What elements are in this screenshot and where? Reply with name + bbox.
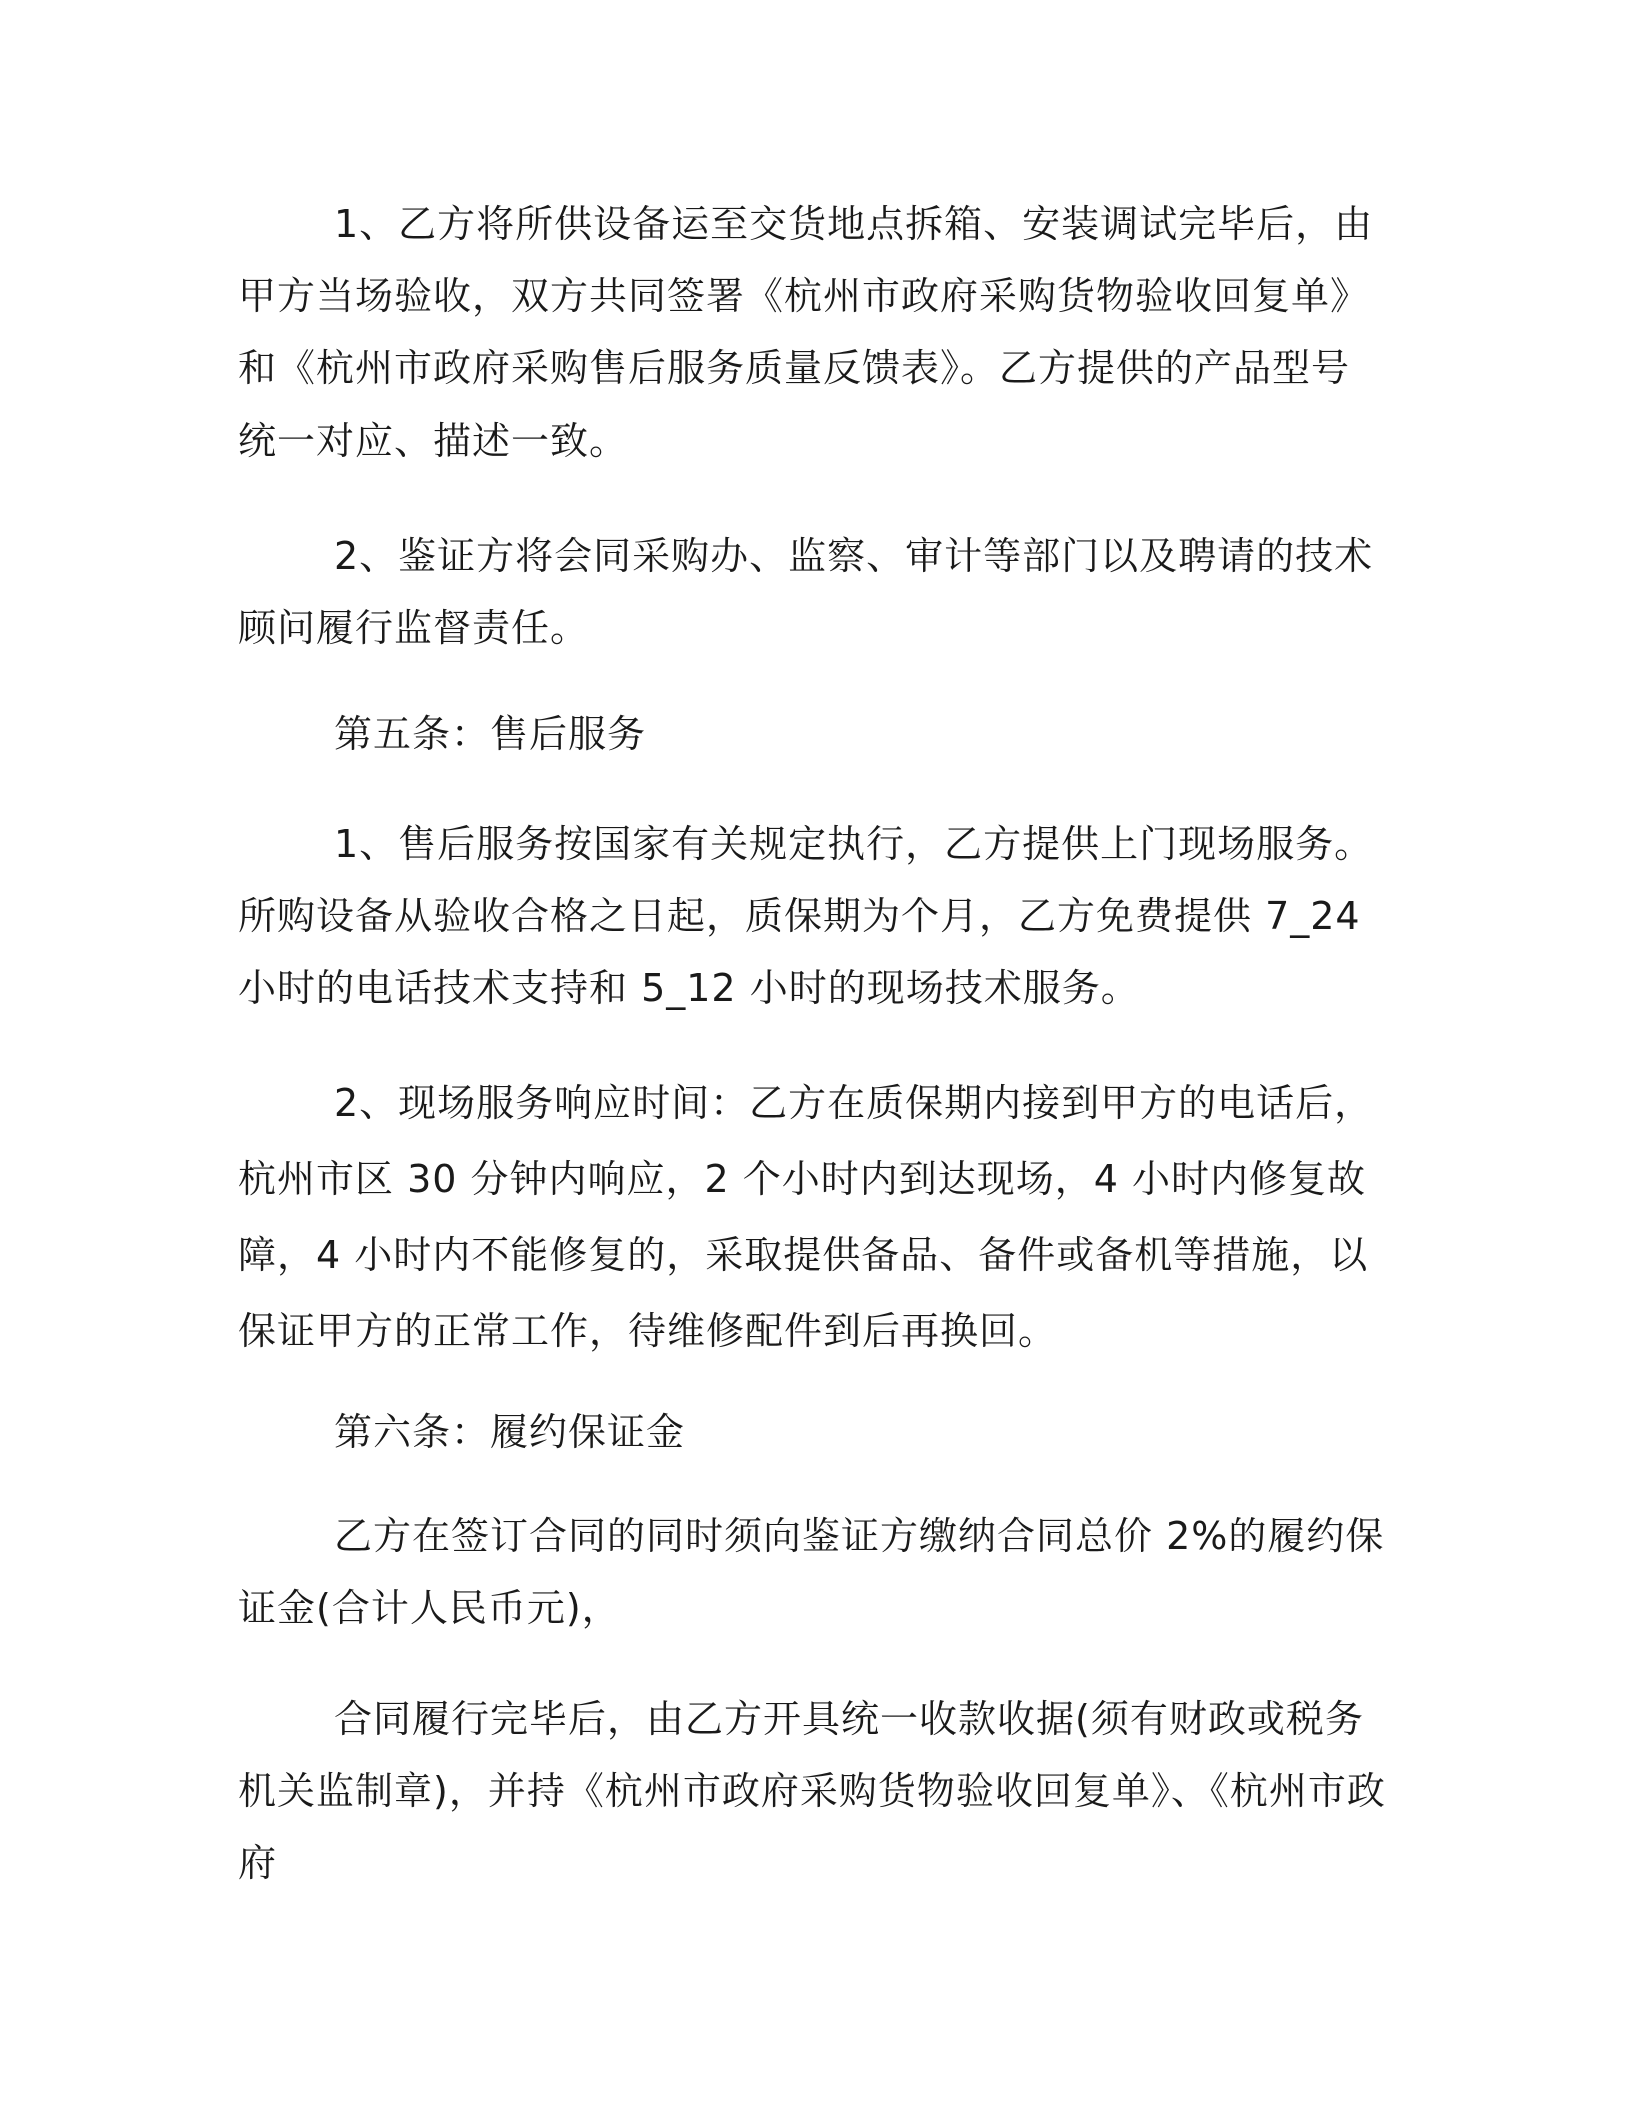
- paragraph-bond-payment: 乙方在签订合同的同时须向鉴证方缴纳合同总价 2%的履约保证金(合计人民币元)，: [238, 1514, 1385, 1631]
- paragraph-acceptance: 1、乙方将所供设备运至交货地点拆箱、安装调试完毕后，由甲方当场验收，双方共同签署《杭州市政府采购货物验收回复单》和《杭州市政府采购售后服务质量反馈表》。乙方提供的产品型号统一对应、描述一致。: [238, 202, 1374, 463]
- paragraph-after-sales-service: 1、售后服务按国家有关规定执行，乙方提供上门现场服务。所购设备从验收合格之日起，质保期为个月，乙方免费提供 7_24 小时的电话技术支持和 5_12 小时的现场技术服务。: [238, 822, 1374, 1011]
- paragraph-supervision: 2、鉴证方将会同采购办、监察、审计等部门以及聘请的技术顾问履行监督责任。: [238, 534, 1374, 651]
- paragraph-bond-refund: 合同履行完毕后，由乙方开具统一收款收据(须有财政或税务机关监制章)，并持《杭州市政府采购货物验收回复单》、《杭州市政府: [238, 1697, 1386, 1886]
- section-heading-performance-bond: 第六条：履约保证金: [334, 1410, 686, 1454]
- section-heading-after-sales: 第五条：售后服务: [334, 712, 647, 756]
- paragraph-response-time: 2、现场服务响应时间：乙方在质保期内接到甲方的电话后，杭州市区 30 分钟内响应，2 个小时内到达现场，4 小时内修复故障，4 小时内不能修复的，采取提供备品、备件或备机等措施，以保证甲方的正常工作，待维修配件到后再换回。: [238, 1081, 1374, 1353]
